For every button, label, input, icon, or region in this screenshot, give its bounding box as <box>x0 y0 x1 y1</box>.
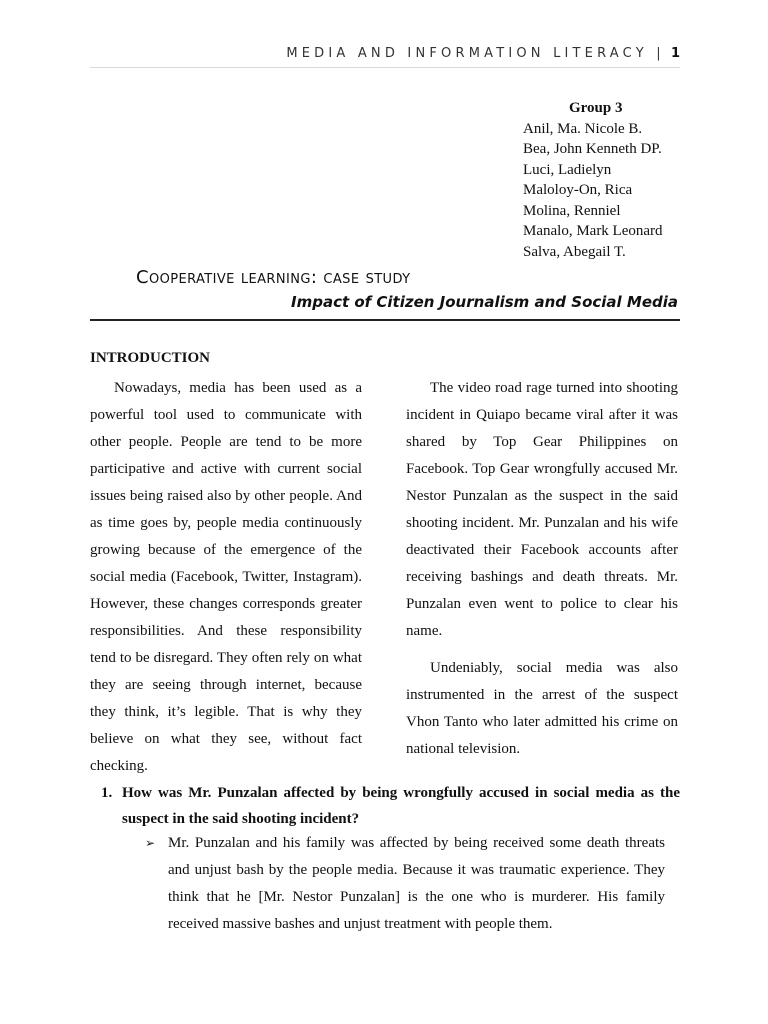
page-number: 1 <box>670 46 680 61</box>
answer-item <box>145 830 665 938</box>
group-title: Group 3 <box>569 100 623 116</box>
group-member: Maloloy-On, Rica <box>523 182 633 198</box>
document-subtitle: Impact of Citizen Journalism and Social Media <box>291 293 678 311</box>
header-separator: | <box>656 46 663 61</box>
incident-paragraph: The video road rage turned into shooting incident in Quiapo became viral after it was shared by Top Gear Philippines on Facebook. Top Gear wrongfully accused Mr. Nestor Punzalan as the suspect in the said shooting incident. Mr. Punzalan and his wife deactivated their Facebook accounts after receiving bashings and death threats. Mr. Punzalan even went to police to clear his name. <box>406 380 678 639</box>
intro-paragraph: Nowadays, media has been used as a powerful tool used to communicate with other people. People are tend to be more participative and active with current social issues being raised also by other people. And as time goes by, people media continuously growing because of the emergence of the social media (Facebook, Twitter, Instagram). However, these changes corresponds greater responsibilities. And these responsibility tend to be disregard. They often rely on what they are seeing through internet, because they think, it’s legible. That is why they believe on what they see, without fact checking. <box>90 380 362 774</box>
group-member: Molina, Renniel <box>523 202 621 219</box>
arrest-paragraph: Undeniably, social media was also instrumented in the arrest of the suspect Vhon Tanto who later admitted his crime on national television. <box>406 660 678 757</box>
title-divider <box>90 319 680 321</box>
group-member: Luci, Ladielyn <box>523 161 612 178</box>
header-divider <box>90 67 680 68</box>
group-member: Anil, Ma. Nicole B. <box>523 120 643 137</box>
answer-text: Mr. Punzalan and his family was affected by being received some death threats and unjust bash by the people media. Because it was traumatic experience. They think that he [Mr. Nestor Punzalan] is the one who is murderer. His family received massive bashes and unjust treatment with people them. <box>168 835 665 932</box>
arrow-bullet-icon: ➢ <box>145 836 156 850</box>
left-column <box>90 375 362 780</box>
introduction-heading: INTRODUCTION <box>90 350 211 366</box>
question-item <box>90 780 680 832</box>
group-member: Salva, Abegail T. <box>523 243 626 260</box>
document-title: Cooperative learning: case study <box>136 267 411 288</box>
right-column <box>406 375 678 763</box>
group-member: Manalo, Mark Leonard <box>523 223 663 239</box>
page-header <box>90 46 680 61</box>
question-number: 1. <box>101 785 113 801</box>
question-text: How was Mr. Punzalan affected by being wrongfully accused in social media as the suspect in the said shooting incident? <box>122 785 680 827</box>
group-member: Bea, John Kenneth DP. <box>523 141 662 157</box>
group-block <box>523 98 723 262</box>
header-title: MEDIA AND INFORMATION LITERACY <box>286 46 648 61</box>
